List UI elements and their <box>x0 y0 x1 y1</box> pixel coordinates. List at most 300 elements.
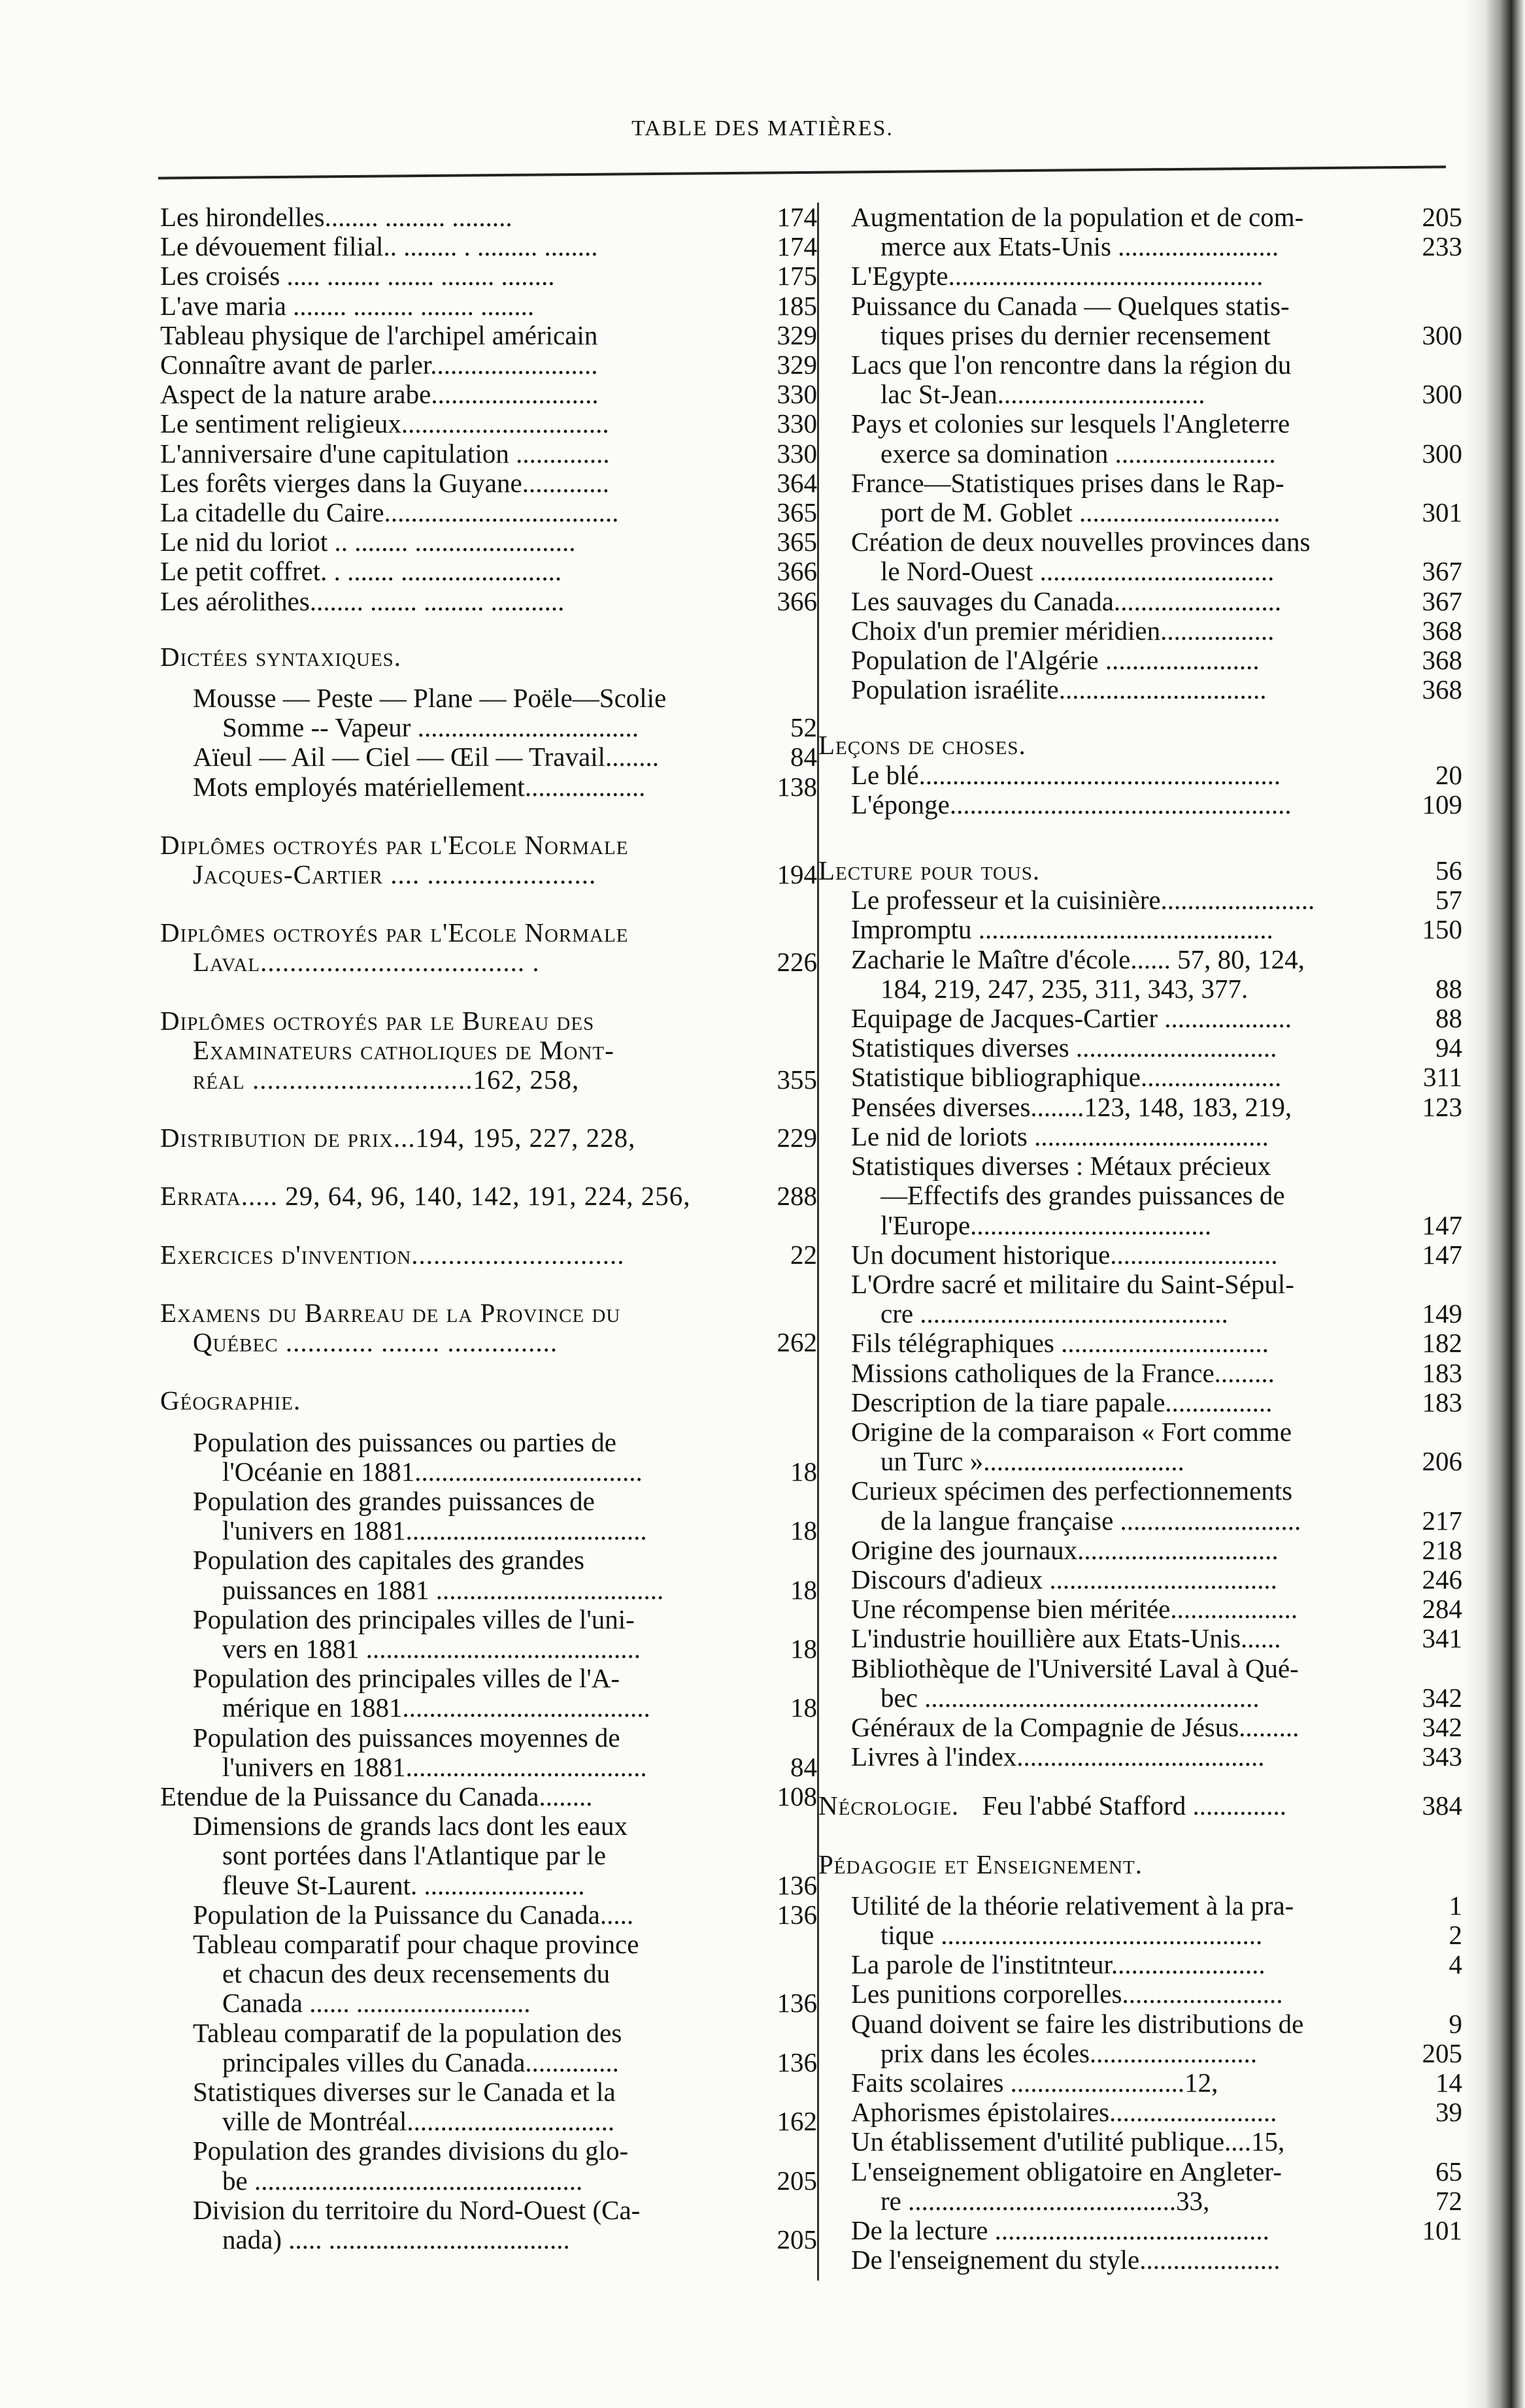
toc-entry <box>160 1605 817 1634</box>
toc-entry-title: Faits scolaires ..........................12, <box>851 2068 1218 2098</box>
toc-entry-title: Etendue de la Puissance du Canada........ <box>160 1781 593 1811</box>
page-number: 311 <box>1423 1063 1462 1093</box>
page-binding-edge <box>1463 0 1525 2408</box>
toc-entry <box>818 409 1462 438</box>
toc-entry <box>818 885 1462 915</box>
toc-entry-title: Le sentiment religieux............................... <box>160 409 609 439</box>
toc-entry-title: Le dévouement filial.. ........ . ......... ........ <box>160 232 598 262</box>
toc-entry <box>818 1447 1462 1476</box>
toc-entry <box>160 2166 817 2196</box>
page-number: 4 <box>1449 1950 1462 1980</box>
toc-entry <box>818 1506 1462 1536</box>
page-number: 368 <box>1422 646 1462 676</box>
toc-entry <box>818 790 1462 819</box>
toc-entry <box>160 2196 817 2225</box>
toc-entry-title: De l'enseignement du style..................... <box>851 2245 1281 2275</box>
section-heading-lecons: Leçons de choses. <box>818 731 1026 761</box>
toc-entry <box>160 2077 817 2107</box>
toc-entry-title: le Nord-Ouest ................................... <box>880 557 1275 587</box>
page-number: 329 <box>777 350 817 380</box>
exercices-line <box>160 1240 817 1270</box>
toc-entry <box>160 1457 817 1487</box>
toc-entry <box>818 1921 1462 1950</box>
page-number: 342 <box>1422 1712 1462 1742</box>
toc-entry <box>160 1516 817 1545</box>
toc-entry-title: exerce sa domination ........................ <box>880 438 1276 469</box>
toc-entry <box>818 1388 1462 1417</box>
toc-entry <box>818 1299 1462 1328</box>
toc-entry-title: Statistiques diverses .............................. <box>851 1033 1277 1063</box>
page-number: 147 <box>1422 1240 1462 1270</box>
toc-entry-title: l'univers en 1881.................................... <box>222 1516 647 1546</box>
lecture-heading-text: Lecture pour tous. <box>818 856 1041 886</box>
page-number: 300 <box>1422 320 1462 350</box>
toc-entry-title: Canada ...... .......................... <box>222 1988 531 2019</box>
toc-entry <box>160 2048 817 2077</box>
page-number: 205 <box>1422 203 1462 232</box>
toc-entry <box>818 945 1462 974</box>
page-number: 39 <box>1435 2098 1462 2128</box>
toc-entry <box>818 1683 1462 1713</box>
toc-entry-title: France—Statistiques prises dans le Rap- <box>851 468 1284 498</box>
toc-entry <box>818 2098 1462 2127</box>
toc-entry <box>818 380 1462 409</box>
toc-entry <box>160 684 817 713</box>
page-number: 366 <box>777 557 817 587</box>
page-number: 288 <box>777 1181 817 1212</box>
page-number: 342 <box>1422 1683 1462 1713</box>
left-column <box>160 203 819 2281</box>
page-number: 341 <box>1422 1624 1462 1654</box>
toc-entry <box>818 1328 1462 1358</box>
toc-entry-title: Missions catholiques de la France......... <box>851 1358 1275 1388</box>
geographie-entries <box>160 1428 817 2255</box>
page-number: 65 <box>1435 2156 1462 2186</box>
toc-entry-title: Population des capitales des grandes <box>193 1545 584 1575</box>
toc-entry-title: Fils télégraphiques ............................... <box>851 1328 1269 1359</box>
page-number: 123 <box>1422 1092 1462 1122</box>
page-number: 88 <box>1435 1004 1462 1034</box>
page-number: 343 <box>1422 1742 1462 1772</box>
toc-entry-title: Utilité de la théorie relativement à la pra- <box>851 1890 1294 1921</box>
toc-entry-title: La citadelle du Caire................................... <box>160 498 619 528</box>
toc-entry-title: Quand doivent se faire les distributions de <box>851 2009 1304 2039</box>
toc-entry <box>160 1930 817 1959</box>
toc-entry <box>818 2127 1462 2156</box>
diplomes-bureau-line3 <box>160 1065 817 1095</box>
toc-entry <box>818 2245 1462 2275</box>
page-number: 246 <box>1422 1564 1462 1594</box>
toc-entry-title: Les sauvages du Canada......................... <box>851 586 1282 616</box>
toc-entry-title: La parole de l'institnteur....................... <box>851 1950 1265 1980</box>
page-number: 384 <box>1422 1791 1462 1821</box>
page-number: 150 <box>1422 915 1462 945</box>
toc-entry <box>818 1359 1462 1388</box>
toc-entry-title: Origine des journaux.............................. <box>851 1535 1279 1565</box>
page-number: 365 <box>777 527 817 557</box>
toc-entry <box>160 291 817 321</box>
right-column <box>818 203 1462 2281</box>
errata-text: Errata..... 29, 64, 96, 140, 142, 191, 224, 256, <box>160 1181 691 1212</box>
toc-entry <box>818 469 1462 498</box>
toc-entry <box>818 915 1462 944</box>
page-number: 84 <box>790 1752 817 1782</box>
toc-entry <box>160 1575 817 1605</box>
toc-entry-title: Mots employés matériellement.................. <box>193 772 646 802</box>
toc-entry-title: Augmentation de la population et de com- <box>851 203 1304 232</box>
diplomes-laval-text: Laval.................................... . <box>193 948 540 978</box>
page-number: 229 <box>777 1123 817 1153</box>
page-number: 355 <box>777 1065 817 1095</box>
toc-entry-title: bec .................................................. <box>880 1683 1260 1713</box>
page-number: 206 <box>1422 1447 1462 1477</box>
toc-entry-title: Connaître avant de parler......................... <box>160 350 598 380</box>
examens-line <box>160 1328 817 1357</box>
page-number: 52 <box>790 713 817 743</box>
section-heading-examens: Examens du Barreau de la Province du <box>160 1298 621 1328</box>
toc-entry <box>818 587 1462 616</box>
toc-entry <box>818 1654 1462 1683</box>
toc-entry <box>160 409 817 438</box>
toc-entry-title: Aphorismes épistolaires......................... <box>851 2098 1277 2128</box>
toc-entry <box>160 1900 817 1930</box>
toc-entry-title: Population des puissances ou parties de <box>193 1427 616 1457</box>
toc-entry-title: Equipage de Jacques-Cartier ................... <box>851 1004 1292 1034</box>
page-number: 136 <box>777 2047 817 2077</box>
diplomes-jc-text: Jacques-Cartier .... ....................... <box>193 860 597 890</box>
toc-entry <box>160 1428 817 1457</box>
toc-entry-title: 184, 219, 247, 235, 311, 343, 377. <box>880 974 1248 1004</box>
toc-entry <box>818 1713 1462 1742</box>
toc-entry <box>160 380 817 409</box>
toc-entry <box>818 498 1462 527</box>
toc-entry <box>160 1959 817 1988</box>
toc-entry-title: Livres à l'index..................................... <box>851 1742 1265 1772</box>
page-number: 101 <box>1422 2216 1462 2245</box>
diplomes-bureau-line2: Examinateurs catholiques de Mont- <box>193 1035 614 1065</box>
examens-text: Québec ............ ........ ............... <box>193 1328 558 1358</box>
toc-entry <box>818 321 1462 350</box>
toc-entry-title: Choix d'un premier méridien................. <box>851 616 1275 646</box>
toc-entry-title: un Turc ».............................. <box>880 1447 1184 1477</box>
toc-entry <box>818 232 1462 261</box>
toc-entry-title: Origine de la comparaison « Fort comme <box>851 1417 1292 1447</box>
lecons-entries <box>818 761 1462 819</box>
toc-entry <box>160 1693 817 1723</box>
page-number: 84 <box>790 742 817 772</box>
toc-entry-title: Statistique bibliographique..................... <box>851 1063 1282 1093</box>
toc-entry <box>818 974 1462 1004</box>
toc-entry <box>818 646 1462 675</box>
toc-entry <box>160 742 817 772</box>
toc-entry-title: Curieux spécimen des perfectionnements <box>851 1476 1293 1506</box>
page-number: 183 <box>1422 1358 1462 1388</box>
toc-entry-title: principales villes du Canada.............. <box>222 2047 619 2077</box>
toc-entry-title: Statistiques diverses : Métaux précieux <box>851 1151 1271 1181</box>
toc-entry-title: L'éponge................................................... <box>851 789 1292 819</box>
toc-entry <box>160 1545 817 1575</box>
toc-entry-title: Le nid du loriot .. ........ ........................ <box>160 527 576 557</box>
toc-entry <box>818 1950 1462 1979</box>
toc-entry-title: be ................................................. <box>222 2166 583 2196</box>
page-number: 368 <box>1422 616 1462 646</box>
toc-entry <box>160 232 817 261</box>
toc-entry-title: Statistiques diverses sur le Canada et la <box>193 2077 616 2107</box>
toc-entry <box>818 439 1462 469</box>
toc-entry <box>160 350 817 380</box>
toc-entry <box>160 1753 817 1782</box>
toc-entry <box>818 1211 1462 1240</box>
page-number: 364 <box>777 468 817 498</box>
toc-entry-title: Population de la Puissance du Canada..... <box>193 1900 634 1930</box>
page-number: 205 <box>1422 2038 1462 2068</box>
toc-entry-title: tiques prises du dernier recensement <box>880 320 1271 350</box>
page-number: 20 <box>1435 760 1462 790</box>
toc-entry <box>160 321 817 350</box>
toc-entry-title: L'enseignement obligatoire en Angleter- <box>851 2156 1282 2186</box>
toc-entry-title: Zacharie le Maître d'école...... 57, 80, 124, <box>851 944 1305 974</box>
toc-entry <box>818 1417 1462 1447</box>
toc-entry <box>818 2039 1462 2068</box>
toc-entry <box>160 527 817 557</box>
page-number: 9 <box>1449 2009 1462 2039</box>
page-number: 233 <box>1422 232 1462 262</box>
exercices-text: Exercices d'invention............................. <box>160 1240 625 1270</box>
header-rule <box>158 165 1446 179</box>
toc-entry-title: l'Océanie en 1881.................................. <box>222 1457 643 1487</box>
toc-entry <box>818 1181 1462 1210</box>
necrologie-title: Feu l'abbé Stafford .............. <box>982 1791 1286 1821</box>
necrologie-label: Nécrologie. <box>818 1791 960 1821</box>
toc-entry <box>818 203 1462 232</box>
diplomes-jc-line <box>160 860 817 889</box>
toc-entry-title: Lacs que l'on rencontre dans la région du <box>851 350 1292 380</box>
page-number: 284 <box>1422 1594 1462 1625</box>
toc-entry-title: fleuve St-Laurent. ........................ <box>222 1870 585 1900</box>
toc-entry <box>818 1033 1462 1063</box>
page-number: 56 <box>1435 856 1462 886</box>
toc-entry-title: Puissance du Canada — Quelques statis- <box>851 291 1290 321</box>
toc-entry <box>160 261 817 291</box>
page-number: 183 <box>1422 1387 1462 1417</box>
toc-entry <box>818 1536 1462 1565</box>
necrologie-line <box>818 1791 1462 1821</box>
section-heading-dictees: Dictées syntaxiques. <box>160 642 402 672</box>
toc-entry-title: Une récompense bien méritée................... <box>851 1594 1298 1625</box>
toc-entry-title: Les croisés ..... ........ ....... ........ ........ <box>160 261 555 291</box>
page-number: 1 <box>1449 1890 1462 1921</box>
toc-entry <box>818 1742 1462 1772</box>
toc-entry-title: Somme -- Vapeur ................................. <box>222 713 639 743</box>
distribution-text: Distribution de prix...194, 195, 227, 228, <box>160 1123 636 1153</box>
toc-entry <box>818 761 1462 790</box>
toc-entry <box>818 527 1462 557</box>
page-number: 329 <box>777 320 817 350</box>
toc-entry-title: l'Europe.................................... <box>880 1210 1212 1240</box>
toc-entry-title: merce aux Etats-Unis ........................ <box>880 232 1279 262</box>
page-number: 162 <box>777 2107 817 2137</box>
toc-entry <box>160 1871 817 1900</box>
toc-entry <box>818 1151 1462 1181</box>
toc-entry-title: Mousse — Peste — Plane — Poële—Scolie <box>193 684 667 714</box>
page-number: 18 <box>790 1457 817 1487</box>
toc-entry <box>818 261 1462 291</box>
toc-entry <box>160 439 817 469</box>
page-number: 205 <box>777 2224 817 2254</box>
pedagogie-entries <box>818 1891 1462 2275</box>
page-number: 109 <box>1422 789 1462 819</box>
page-number: 2 <box>1449 1920 1462 1950</box>
toc-entry <box>160 1782 817 1811</box>
toc-entry-title: L'anniversaire d'une capitulation .............. <box>160 438 610 469</box>
section-heading-lecture <box>818 856 1462 885</box>
toc-entry <box>818 2157 1462 2186</box>
toc-entry <box>160 1487 817 1516</box>
toc-entry <box>818 291 1462 321</box>
toc-entry-title: re ........................................33, <box>880 2186 1210 2216</box>
page-number: 182 <box>1422 1328 1462 1359</box>
toc-entry-title: Les punitions corporelles........................ <box>851 1979 1283 2009</box>
toc-entry <box>818 1891 1462 1921</box>
toc-entry <box>818 675 1462 704</box>
toc-entry <box>160 1634 817 1664</box>
page-number: 194 <box>777 860 817 890</box>
toc-entry-title: l'univers en 1881.................................... <box>222 1752 647 1782</box>
page-number: 174 <box>777 232 817 262</box>
page-number: 22 <box>790 1240 817 1270</box>
toc-entry-title: Population des grandes puissances de <box>193 1486 595 1516</box>
toc-entry-title: puissances en 1881 .................................. <box>222 1575 664 1605</box>
toc-entry <box>160 557 817 586</box>
toc-entry-title: Le nid de loriots ................................... <box>851 1121 1269 1151</box>
toc-entry-title: Généraux de la Compagnie de Jésus......... <box>851 1712 1299 1742</box>
toc-entry <box>160 498 817 527</box>
toc-entry <box>818 557 1462 586</box>
toc-entry-title: —Effectifs des grandes puissances de <box>880 1181 1285 1211</box>
page-number: 217 <box>1422 1506 1462 1536</box>
toc-entry-title: Discours d'adieux .................................. <box>851 1564 1277 1594</box>
toc-entry <box>160 2225 817 2254</box>
toc-entry <box>818 1476 1462 1506</box>
toc-entry-title: Le professeur et la cuisinière....................... <box>851 885 1315 915</box>
page-number: 72 <box>1435 2186 1462 2216</box>
toc-entry-title: L'Egypte............................................... <box>851 261 1264 291</box>
toc-entry <box>818 616 1462 646</box>
toc-entry <box>160 2019 817 2048</box>
toc-entry <box>818 1565 1462 1594</box>
toc-entry <box>160 713 817 742</box>
page-number: 301 <box>1422 498 1462 528</box>
toc-entry-title: Description de la tiare papale................ <box>851 1387 1273 1417</box>
toc-entry <box>818 1063 1462 1092</box>
toc-entry-title: Pays et colonies sur lesquels l'Angleterre <box>851 409 1290 439</box>
toc-entry <box>818 2186 1462 2216</box>
page-number: 18 <box>790 1516 817 1546</box>
toc-entry-title: ville de Montréal............................... <box>222 2107 615 2137</box>
toc-entry-title: sont portées dans l'Atlantique par le <box>222 1841 606 1871</box>
toc-entry-title: cre .............................................. <box>880 1299 1228 1329</box>
toc-entry-title: nada) ..... .................................... <box>222 2224 570 2254</box>
page-number: 330 <box>777 380 817 410</box>
toc-entry-title: Population des principales villes de l'A- <box>193 1664 620 1694</box>
toc-entry <box>160 1723 817 1753</box>
page-number: 366 <box>777 586 817 616</box>
left-top-entries <box>160 203 817 616</box>
toc-entry-title: Aïeul — Ail — Ciel — Œil — Travail........ <box>193 742 659 772</box>
toc-entry <box>160 1664 817 1693</box>
toc-entry-title: Tableau physique de l'archipel américain <box>160 320 598 350</box>
toc-entry <box>818 1979 1462 2009</box>
toc-entry <box>818 1624 1462 1653</box>
toc-entry-title: Le petit coffret. . ....... ........................ <box>160 557 562 587</box>
dictees-entries <box>160 684 817 802</box>
page-number: 57 <box>1435 885 1462 915</box>
toc-entry-title: Les forêts vierges dans la Guyane............. <box>160 468 609 498</box>
toc-entry-title: Dimensions de grands lacs dont les eaux <box>193 1811 628 1841</box>
page-number: 367 <box>1422 557 1462 587</box>
section-heading-geographie: Géographie. <box>160 1386 301 1416</box>
toc-entry-title: De la lecture ......................................... <box>851 2216 1269 2245</box>
page-number: 136 <box>777 1988 817 2019</box>
page-number: 94 <box>1435 1033 1462 1063</box>
page-number: 14 <box>1435 2068 1462 2098</box>
page-number: 147 <box>1422 1210 1462 1240</box>
diplomes-bureau-text: réal ..............................162, 258, <box>193 1065 580 1095</box>
toc-entry <box>160 772 817 802</box>
necrologie-text <box>818 1791 1411 1821</box>
page-number: 300 <box>1422 438 1462 469</box>
toc-entry <box>160 469 817 498</box>
toc-entry-title: Tableau comparatif de la population des <box>193 2018 622 2048</box>
toc-entry-title: Population des puissances moyennes de <box>193 1723 620 1753</box>
toc-entry <box>818 1270 1462 1299</box>
toc-entry <box>818 1240 1462 1270</box>
toc-entry-title: Impromptu ............................................ <box>851 915 1273 945</box>
page-number: 262 <box>777 1328 817 1358</box>
page-number: 226 <box>777 948 817 978</box>
toc-entry <box>160 2136 817 2166</box>
page-number: 149 <box>1422 1299 1462 1329</box>
section-heading-diplomes-bureau: Diplômes octroyés par le Bureau des <box>160 1006 595 1036</box>
toc-entry <box>160 2107 817 2136</box>
toc-entry-title: lac St-Jean............................... <box>880 380 1205 410</box>
section-heading-diplomes-jc: Diplômes octroyés par l'Ecole Normale <box>160 830 629 860</box>
toc-entry-title: L'ave maria ........ ......... ........ ........ <box>160 291 535 321</box>
toc-entry-title: Population de l'Algérie ....................... <box>851 646 1260 676</box>
toc-entry <box>818 1594 1462 1624</box>
toc-entry <box>818 1122 1462 1151</box>
toc-entry-title: L'Ordre sacré et militaire du Saint-Sépul- <box>851 1269 1294 1299</box>
page-number: 185 <box>777 291 817 321</box>
toc-entry-title: Pensées diverses........123, 148, 183, 219, <box>851 1092 1292 1122</box>
toc-entry-title: Division du territoire du Nord-Ouest (Ca- <box>193 2195 641 2225</box>
page-number: 368 <box>1422 675 1462 705</box>
toc-entry-title: L'industrie houillière aux Etats-Unis...... <box>851 1624 1281 1654</box>
toc-entry-title: Population des grandes divisions du glo- <box>193 2136 629 2166</box>
toc-entry-title: Bibliothèque de l'Université Laval à Qué- <box>851 1653 1299 1683</box>
toc-entry-title: vers en 1881 ......................................... <box>222 1634 641 1664</box>
page-number: 175 <box>777 261 817 291</box>
page-number: 218 <box>1422 1535 1462 1565</box>
toc-entry <box>818 1004 1462 1033</box>
lecture-entries <box>818 885 1462 1772</box>
toc-entry <box>818 2009 1462 2039</box>
page-number: 18 <box>790 1693 817 1723</box>
errata-line <box>160 1181 817 1211</box>
diplomes-laval-line <box>160 948 817 977</box>
toc-entry <box>818 1093 1462 1122</box>
toc-entry <box>160 1841 817 1870</box>
